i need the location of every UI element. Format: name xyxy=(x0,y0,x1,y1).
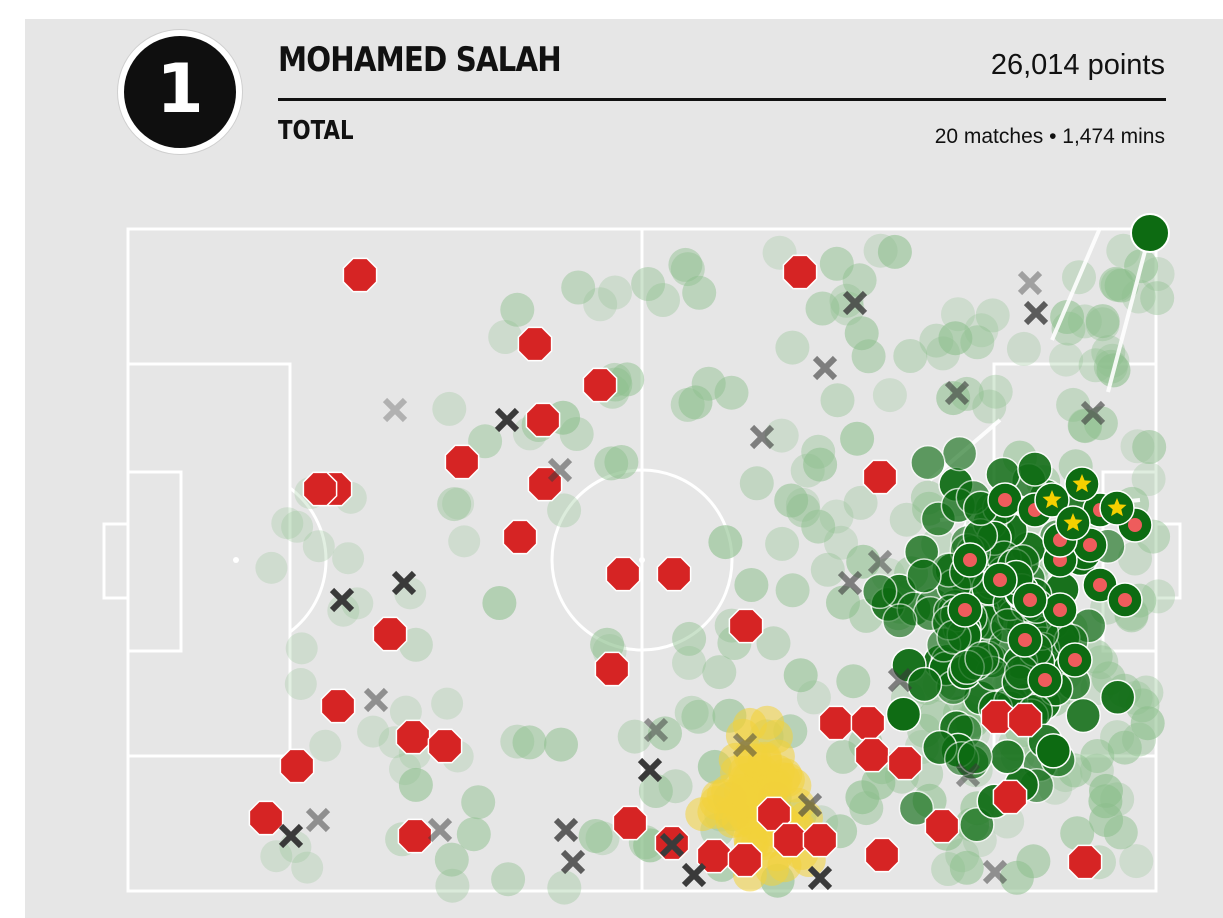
red-octagon-icon xyxy=(613,806,646,839)
scope-label: TOTAL xyxy=(278,116,354,146)
red-octagon-icon xyxy=(803,823,836,856)
successful-action-marker xyxy=(863,574,897,608)
faded-action-marker xyxy=(715,376,749,410)
faded-action-marker xyxy=(775,331,809,365)
faded-action-marker xyxy=(285,668,317,700)
faded-action-marker xyxy=(1080,754,1114,788)
faded-action-marker xyxy=(840,422,874,456)
red-octagon-icon xyxy=(729,609,762,642)
successful-action-marker xyxy=(965,642,999,676)
faded-action-marker xyxy=(482,586,516,620)
faded-action-marker xyxy=(431,688,463,720)
red-octagon-icon xyxy=(773,823,806,856)
faded-action-marker xyxy=(765,527,799,561)
successful-action-marker xyxy=(943,437,977,471)
successful-action-marker xyxy=(908,668,942,702)
faded-action-marker xyxy=(1007,332,1041,366)
faded-action-marker xyxy=(547,871,581,905)
x-mark-icon xyxy=(815,358,835,378)
successful-action-marker xyxy=(1101,680,1135,714)
successful-action-marker xyxy=(1066,699,1100,733)
faded-action-marker xyxy=(1131,706,1165,740)
shot-dot xyxy=(1068,653,1082,667)
faded-action-marker xyxy=(432,392,466,426)
red-octagon-icon xyxy=(396,720,429,753)
successful-action-marker xyxy=(1018,452,1052,486)
x-mark-icon xyxy=(563,852,583,872)
faded-action-marker xyxy=(801,510,835,544)
faded-action-marker xyxy=(1132,430,1166,464)
red-octagon-icon xyxy=(925,809,958,842)
red-octagon-icon xyxy=(728,843,761,876)
faded-action-marker xyxy=(675,696,709,730)
faded-action-marker xyxy=(332,542,364,574)
faded-action-marker xyxy=(1068,304,1102,338)
faded-action-marker xyxy=(560,417,594,451)
faded-action-marker xyxy=(659,769,693,803)
successful-action-marker xyxy=(1131,214,1169,252)
red-octagon-icon xyxy=(657,557,690,590)
faded-action-marker xyxy=(579,819,613,853)
rank-number: 1 xyxy=(156,50,204,129)
faded-action-marker xyxy=(389,753,421,785)
shot-dot xyxy=(1018,633,1032,647)
faded-action-marker xyxy=(1132,462,1166,496)
red-octagon-icon xyxy=(583,368,616,401)
successful-action-marker xyxy=(1036,734,1070,768)
faded-action-marker xyxy=(271,507,303,539)
faded-action-marker xyxy=(1100,782,1134,816)
left-six-yard-box xyxy=(128,472,181,651)
x-mark-icon xyxy=(430,820,450,840)
faded-action-marker xyxy=(682,276,716,310)
faded-action-marker xyxy=(631,267,665,301)
faded-action-marker xyxy=(1141,579,1175,613)
red-octagon-icon xyxy=(280,749,313,782)
faded-action-marker xyxy=(836,664,870,698)
shot-dot xyxy=(963,553,977,567)
x-mark-icon xyxy=(385,400,405,420)
faded-action-marker xyxy=(972,390,1006,424)
faded-action-marker xyxy=(873,378,907,412)
faded-action-marker xyxy=(255,552,287,584)
red-octagon-icon xyxy=(518,327,551,360)
successful-action-marker xyxy=(887,697,921,731)
faded-action-marker xyxy=(776,573,810,607)
red-octagon-icon xyxy=(888,746,921,779)
faded-action-marker xyxy=(598,276,632,310)
match-info: 20 matches • 1,474 mins xyxy=(934,125,1165,148)
shot-dot xyxy=(993,573,1007,587)
faded-action-marker xyxy=(500,725,534,759)
faded-action-marker xyxy=(1119,844,1153,878)
penalty-spot-left xyxy=(233,557,239,563)
red-octagon-icon xyxy=(526,403,559,436)
player-name: MOHAMED SALAH xyxy=(278,40,561,80)
faded-action-marker xyxy=(448,525,480,557)
faded-action-marker xyxy=(544,728,578,762)
faded-action-marker xyxy=(708,525,742,559)
red-octagon-icon xyxy=(343,258,376,291)
shot-dot xyxy=(1128,518,1142,532)
red-octagon-icon xyxy=(503,520,536,553)
x-mark-icon xyxy=(497,410,517,430)
faded-action-marker xyxy=(671,388,705,422)
faded-action-marker xyxy=(491,862,525,896)
red-octagon-icon xyxy=(445,445,478,478)
centre-spot xyxy=(639,557,645,563)
red-octagon-icon xyxy=(606,557,639,590)
faded-action-marker xyxy=(309,730,341,762)
red-octagon-icon xyxy=(783,255,816,288)
successful-action-marker xyxy=(990,740,1024,774)
red-octagon-icon xyxy=(595,652,628,685)
x-mark-icon xyxy=(1026,303,1046,323)
faded-action-marker xyxy=(303,530,335,562)
faded-action-marker xyxy=(357,716,389,748)
faded-action-marker xyxy=(864,234,898,268)
red-octagon-icon xyxy=(398,819,431,852)
faded-action-marker xyxy=(821,383,855,417)
red-octagon-icon xyxy=(819,706,852,739)
x-mark-icon xyxy=(308,810,328,830)
red-octagon-icon xyxy=(855,738,888,771)
faded-action-marker xyxy=(561,271,595,305)
shot-dot xyxy=(1093,578,1107,592)
faded-action-marker xyxy=(702,655,736,689)
faded-action-marker xyxy=(845,316,879,350)
shot-dot xyxy=(1023,593,1037,607)
red-octagon-icon xyxy=(303,472,336,505)
successful-action-marker xyxy=(907,559,941,593)
x-mark-icon xyxy=(366,690,386,710)
shot-dot xyxy=(1118,593,1132,607)
faded-action-marker xyxy=(672,622,706,656)
shot-dot xyxy=(1083,538,1097,552)
shot-dot xyxy=(1038,673,1052,687)
faded-action-marker xyxy=(435,843,469,877)
successful-action-marker xyxy=(911,446,945,480)
points-total: 26,014 points xyxy=(990,49,1165,81)
successful-action-marker xyxy=(883,604,917,638)
faded-action-marker xyxy=(286,632,318,664)
shot-dot xyxy=(1053,603,1067,617)
red-octagon-icon xyxy=(863,460,896,493)
x-mark-icon xyxy=(556,820,576,840)
red-octagon-icon xyxy=(851,706,884,739)
faded-action-marker xyxy=(1104,815,1138,849)
red-octagon-icon xyxy=(373,617,406,650)
faded-action-marker xyxy=(442,488,474,520)
red-octagon-icon xyxy=(428,729,461,762)
faded-action-marker xyxy=(734,568,768,602)
left-goal xyxy=(104,524,128,598)
red-octagon-icon xyxy=(321,689,354,722)
shot-dot xyxy=(958,603,972,617)
faded-action-marker xyxy=(976,298,1010,332)
faded-action-marker xyxy=(931,852,965,886)
x-mark-icon xyxy=(684,865,704,885)
red-octagon-icon xyxy=(1068,845,1101,878)
red-octagon-icon xyxy=(993,780,1026,813)
faded-action-marker xyxy=(1049,343,1083,377)
red-octagon-icon xyxy=(1008,703,1041,736)
faded-action-marker xyxy=(594,446,628,480)
faded-action-marker xyxy=(500,293,534,327)
red-octagon-icon xyxy=(865,838,898,871)
faded-action-marker xyxy=(461,785,495,819)
faded-action-marker xyxy=(740,466,774,500)
shot-dot xyxy=(998,493,1012,507)
faded-action-marker xyxy=(926,336,960,370)
faded-action-marker xyxy=(801,435,835,469)
x-mark-icon xyxy=(1020,273,1040,293)
red-octagon-icon xyxy=(249,801,282,834)
